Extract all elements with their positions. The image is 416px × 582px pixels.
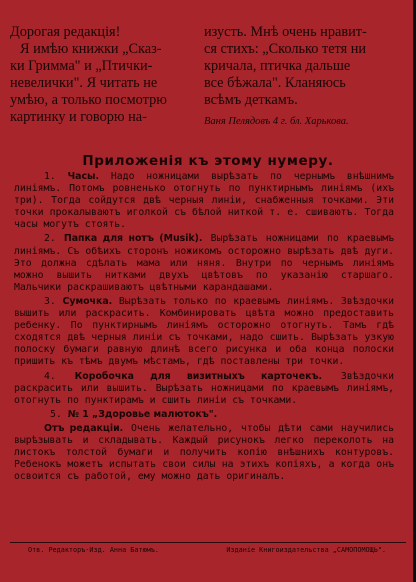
letter-line: ки Гримма" и „Птички- — [10, 58, 153, 74]
letter-line: кричала, птичка дальше — [204, 58, 351, 74]
footer-rule — [10, 542, 406, 543]
supplement-body — [14, 171, 394, 485]
letter-left-column — [10, 24, 198, 130]
letter-line: ся стихъ: „Сколько тетя ни — [204, 41, 367, 57]
letter-line: картинку и говорю на- — [10, 109, 147, 125]
item-text: Вырѣзать ножницами по краевымъ линіямъ. Съ обѣихъ сторонъ ножикомъ осторожно вырѣзать двѣ дуги. Это должна сдѣлать мама или няня. Внутри по чернымъ линіямъ можно вышить нитками двухъ цвѣтовъ по указанію старшаго. Мальчики раскрашиваютъ цвѣтными карандашами. — [14, 233, 394, 293]
letter-line: невелички". Я читать не — [10, 75, 158, 91]
letter-line: всѣмъ деткамъ. — [204, 92, 298, 108]
editor-heading: Отъ редакціи. — [44, 422, 124, 434]
supplement-item — [14, 296, 394, 369]
letter-signature: Ваня Пелядовъ 4 г. бл. Харькова. — [204, 116, 349, 127]
item-number: 2. — [44, 233, 56, 245]
supplement-item — [14, 233, 394, 293]
supplement-item — [14, 171, 394, 231]
item-heading: № 1 „Здоровье малютокъ". — [67, 408, 218, 420]
section-title: Приложенія къ этому нумеру. — [82, 153, 334, 169]
editor-text: Очень желательно, чтобы дѣти сами научились вырѣзывать и складывать. Каждый рисунокъ легко переколоть на листокъ толстой бумаги и получить копію внѣшнихъ контуровъ. Ребенокъ можетъ испытать свои силы на этихъ копіяхъ, а когда онъ освоится съ работой, ему можно дать оригиналъ. — [14, 422, 394, 483]
letter-line: умѣю, а только посмотрю — [10, 92, 167, 108]
letter-line: изусть. Мнѣ очень нравит- — [204, 24, 367, 40]
item-number: 5. — [50, 408, 62, 420]
item-heading: Часы. — [67, 171, 100, 182]
item-heading: Папка для нотъ (Musik). — [63, 233, 203, 245]
item-text: Вырѣзать только по краевымъ линіямъ. Звѣздочки вышить или раскрасить. Комбинировать цвѣта можно предоставить ребенку. По пунктирнымъ линіямъ осторожно отогнуть. Тамъ гдѣ сходятся двѣ черныя линіи съ точками, надо сшить. Вырѣзать узкую полоску бумаги равную длинѣ всего рисунка и оба конца полоски пришить къ тѣмъ двумъ мѣстамъ, гдѣ поставлены три точки. — [14, 295, 394, 368]
footer-editor: Отв. Редакторъ-Изд. Анна Батюмъ. — [28, 546, 159, 554]
item-text: Надо ножницами вырѣзать по чернымъ внѣшнимъ линіямъ. Потомъ ровненько отогнуть по пунктирнымъ линіямъ (ихъ три). Тогда сойдутся двѣ черныя линіи, снабженныя точками. Эти точки прокалываютъ иголкой съ бѣлой ниткой т. е. сшиваютъ. Тогда часы могутъ стоять. — [14, 171, 394, 231]
letter-right-column — [204, 24, 398, 130]
supplement-item — [14, 409, 394, 421]
footer-publisher: Изданіе Книгоиздательства „САМОПОМОЩЬ". — [226, 546, 386, 554]
item-number: 4. — [44, 370, 56, 382]
supplement-item — [14, 371, 394, 407]
letter-line: Я имѣю книжки „Сказ- — [20, 41, 162, 57]
editor-note — [14, 423, 394, 483]
item-number: 3. — [44, 295, 56, 307]
item-number: 1. — [44, 171, 56, 182]
item-heading: Сумочка. — [62, 295, 113, 307]
item-text: Звѣздочки раскрасить или вышить. Вырѣзать ножницами по краевымъ линіямъ, отогнуть по пунктирамъ и сшить линіи съ точками. — [14, 370, 394, 406]
letter-line: все бѣжала". Кланяюсь — [204, 75, 346, 91]
item-heading: Коробочка для визитныхъ карточекъ. — [74, 370, 323, 382]
letter-line: Дорогая редакція! — [10, 24, 121, 40]
reader-letter — [10, 24, 398, 130]
footer — [28, 546, 386, 554]
